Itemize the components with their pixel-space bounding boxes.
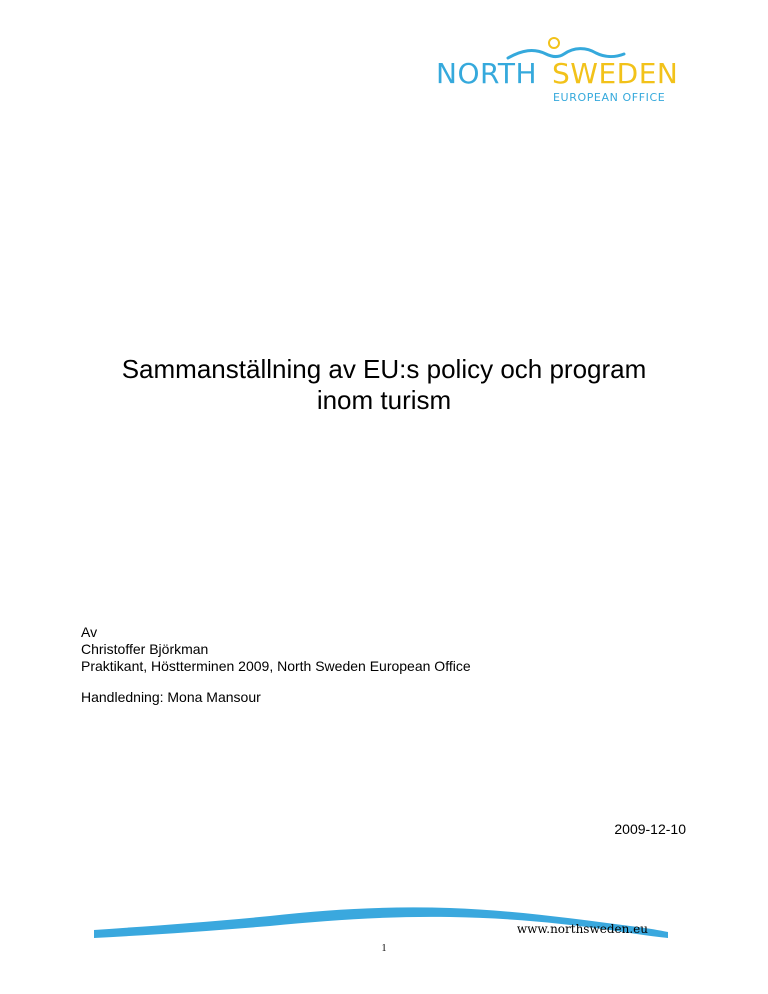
- by-label: Av: [81, 624, 98, 640]
- author-role: Praktikant, Höstterminen 2009, North Sweden European Office: [81, 658, 471, 674]
- author-block: [81, 624, 471, 706]
- title-line-2: inom turism: [316, 385, 452, 415]
- logo-word-sweden: SWEDEN: [552, 57, 679, 90]
- logo-subline: EUROPEAN OFFICE: [553, 91, 666, 104]
- spacer: [81, 675, 471, 689]
- page-number: 1: [381, 943, 387, 954]
- logo-word-north: NORTH: [436, 57, 538, 90]
- author-name: Christoffer Björkman: [81, 641, 209, 657]
- document-date: 2009-12-10: [614, 821, 686, 837]
- footer-wave-icon: [90, 896, 670, 944]
- north-sweden-logo: [436, 34, 686, 106]
- footer-website: www.northsweden.eu: [516, 922, 648, 936]
- title-line-1: Sammanställning av EU:s policy och program: [121, 354, 647, 384]
- supervision-line: Handledning: Mona Mansour: [81, 689, 261, 705]
- document-title: [40, 354, 728, 416]
